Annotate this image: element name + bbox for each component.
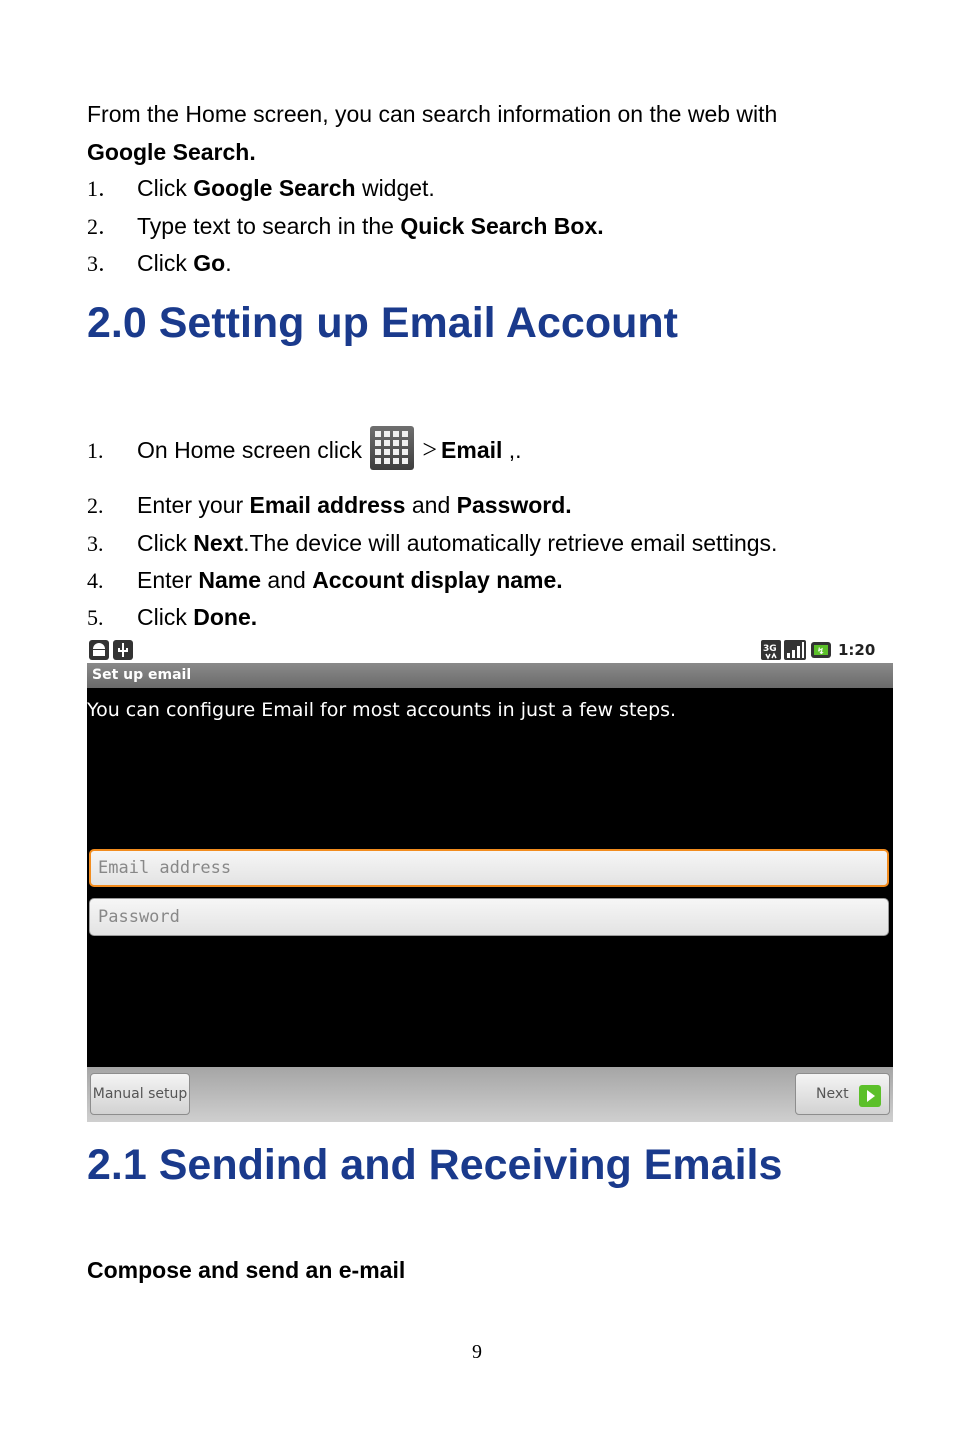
- step-bold: Password.: [456, 492, 572, 518]
- step-text: Type text to search in the: [137, 213, 401, 239]
- time-value: 1:20: [838, 641, 876, 659]
- step-bold: Next: [193, 530, 244, 556]
- email-step-1: [87, 428, 522, 472]
- step-text: Click: [137, 250, 194, 276]
- step-text: Enter your: [137, 492, 250, 518]
- step-bold: Email address: [249, 492, 406, 518]
- email-step-4: [87, 565, 563, 595]
- step-text: Click: [137, 604, 194, 630]
- setup-intro-text: You can configure Email for most accounts in just a few steps.: [87, 699, 677, 721]
- search-step-2: [87, 211, 604, 241]
- app-grid-icon: [370, 426, 414, 470]
- signal-icon: [784, 640, 806, 665]
- email-step-3: [87, 528, 777, 558]
- page-number: 9: [472, 1341, 482, 1363]
- next-button[interactable]: [795, 1073, 890, 1115]
- step-bold: Done.: [193, 604, 258, 630]
- status-bar: [87, 637, 893, 663]
- step-text: Enter: [137, 567, 199, 593]
- step-text: widget.: [355, 175, 435, 201]
- password-placeholder: Password: [98, 907, 180, 927]
- password-field[interactable]: [89, 898, 889, 936]
- email-placeholder: Email address: [98, 858, 232, 878]
- step-number: 1．: [87, 176, 121, 201]
- step-number: 1.: [87, 438, 104, 463]
- setup-title-bar: Set up email: [87, 663, 893, 688]
- step-number: 2．: [87, 214, 121, 239]
- heading-email-setup: 2.0 Setting up Email Account: [87, 299, 678, 347]
- android-debug-icon: [89, 640, 109, 665]
- step-text: On Home screen click: [137, 437, 369, 463]
- heading-send-receive: 2.1 Sendind and Receiving Emails: [87, 1141, 783, 1189]
- manual-setup-button[interactable]: [90, 1073, 190, 1115]
- separator-arrow: >: [422, 435, 438, 464]
- subheading-compose: Compose and send an e-mail: [87, 1257, 406, 1283]
- step-number: 4.: [87, 568, 104, 593]
- step-number: 3.: [87, 531, 104, 556]
- next-label: Next: [816, 1086, 849, 1102]
- step-bold: Google Search: [193, 175, 356, 201]
- intro-bold: Google Search.: [87, 139, 256, 165]
- step-bold: Account display name.: [312, 567, 563, 593]
- manual-setup-label: Manual setup: [92, 1086, 188, 1102]
- step-number: 5.: [87, 605, 104, 630]
- step-bold: Email: [441, 437, 503, 463]
- step-number: 2.: [87, 493, 104, 518]
- email-step-2: [87, 490, 572, 520]
- svg-text:3G: 3G: [763, 644, 777, 654]
- step-bold: Name: [198, 567, 262, 593]
- 3g-icon: [761, 640, 781, 665]
- bottom-button-bar: [87, 1067, 893, 1122]
- step-text: and: [261, 567, 313, 593]
- step-text: ,.: [502, 437, 522, 463]
- intro-paragraph: [87, 95, 869, 171]
- step-bold: Go: [193, 250, 226, 276]
- step-bold: Quick Search Box.: [400, 213, 604, 239]
- step-text: .: [225, 250, 232, 276]
- search-step-1: [87, 173, 435, 203]
- step-number: 3．: [87, 251, 121, 276]
- email-field[interactable]: [89, 849, 889, 887]
- step-text: Click: [137, 530, 194, 556]
- svg-text:↯: ↯: [817, 647, 825, 657]
- phone-screenshot: [87, 637, 893, 1122]
- email-step-5: [87, 602, 257, 632]
- step-text: Click: [137, 175, 194, 201]
- battery-icon: [811, 640, 833, 665]
- next-arrow-icon: [859, 1083, 881, 1122]
- step-text: and: [405, 492, 457, 518]
- usb-icon: [113, 640, 133, 665]
- search-step-3: [87, 248, 232, 278]
- intro-text: From the Home screen, you can search information on the web with: [87, 101, 778, 127]
- step-text: .The device will automatically retrieve email settings.: [243, 530, 778, 556]
